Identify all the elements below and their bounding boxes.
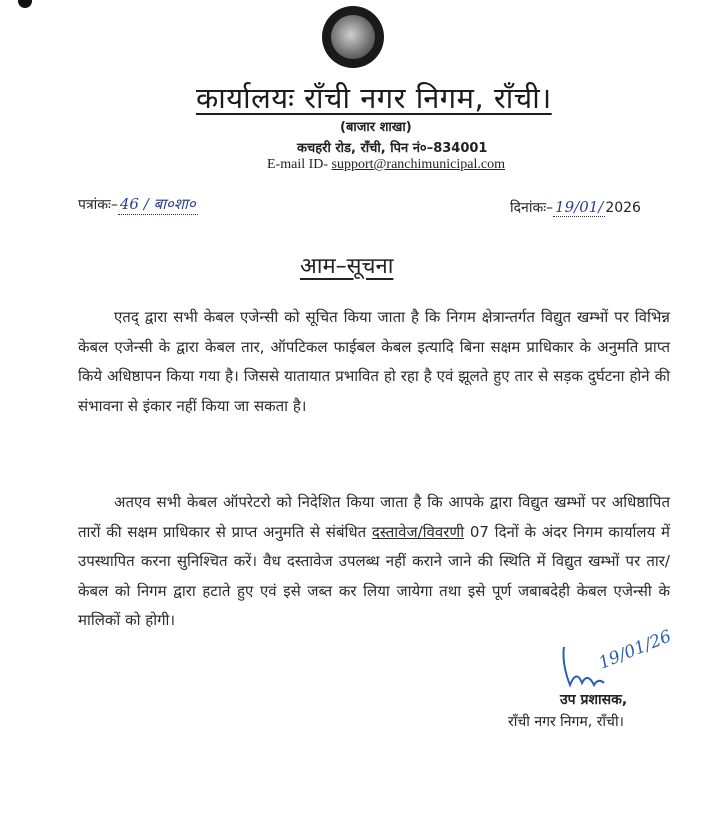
document-requirement-underlined: दस्तावेज/विवरणी [371, 522, 465, 541]
email-line [267, 157, 505, 173]
municipal-seal-icon [322, 6, 384, 68]
date-value: 19/01/ [555, 198, 604, 216]
letter-date [510, 198, 641, 217]
signature-date: 19/01/26 [596, 626, 675, 674]
email-link[interactable]: support@ranchimunicipal.com [331, 157, 505, 172]
notice-paragraph-1: एतद् द्वारा सभी केबल एजेन्सी को सूचित किया जाता है कि निगम क्षेत्रान्तर्गत विद्युत खम्भों पर विभिन्न केबल एजेन्सी के द्वारा केबल तार, ऑपटिकल फाईबल केबल इत्यादि बिना सक्षम प्राधिकार के अनुमति प्राप्त किये अधिष्ठापन किया गया है। जिससे यातायात प्रभावित हो रहा है एवं झूलते हुए तार से सड़क दुर्घटना होने की संभावना से इंकार नहीं किया जा सकता है। [78, 308, 670, 415]
reference-number [78, 194, 198, 215]
paragraph-2-text-start: अतएव सभी केबल ऑपरेटरो को निदेशित किया जाता है कि आपके द्वारा विद्युत खम्भों पर अधिष्ठापित तारों की सक्षम प्राधिकार से प्राप्त अनुमति से संबंधित [78, 493, 670, 541]
reference-label: पत्रांकः– [78, 197, 118, 213]
email-label: E-mail ID- [267, 157, 332, 172]
date-year: 2026 [605, 200, 641, 216]
notice-paragraph-2 [78, 488, 670, 636]
office-address: कचहरी रोड, राँची, पिन नं०–834001 [297, 141, 488, 156]
corner-mark [18, 0, 32, 8]
reference-value: 46 / बा०शा० [119, 195, 196, 213]
signatory-designation: उप प्रशासक, [560, 692, 628, 708]
office-title: कार्यालयः राँची नगर निगम, राँची। [196, 81, 552, 115]
notice-title: आम–सूचना [300, 254, 394, 279]
branch-name: (बाजार शाखा) [340, 120, 412, 135]
signatory-office: राँची नगर निगम, राँची। [508, 714, 624, 730]
date-label: दिनांकः– [510, 200, 554, 216]
seal-emblem [331, 15, 375, 59]
paragraph-2-text-end: 07 दिनों के अंदर निगम कार्यालय में उपस्थापित करना सुनिश्चित करें। वैध दस्तावेज उपलब्ध नहीं कराने जाने की स्थिति में विद्युत खम्भों पर तार/केबल को निगम द्वारा हटाते हुए एवं इसे जब्त कर लिया जायेगा तथा इसे पूर्ण जबाबदेही केबल एजेन्सी के मालिकों को होगी। [78, 522, 670, 629]
